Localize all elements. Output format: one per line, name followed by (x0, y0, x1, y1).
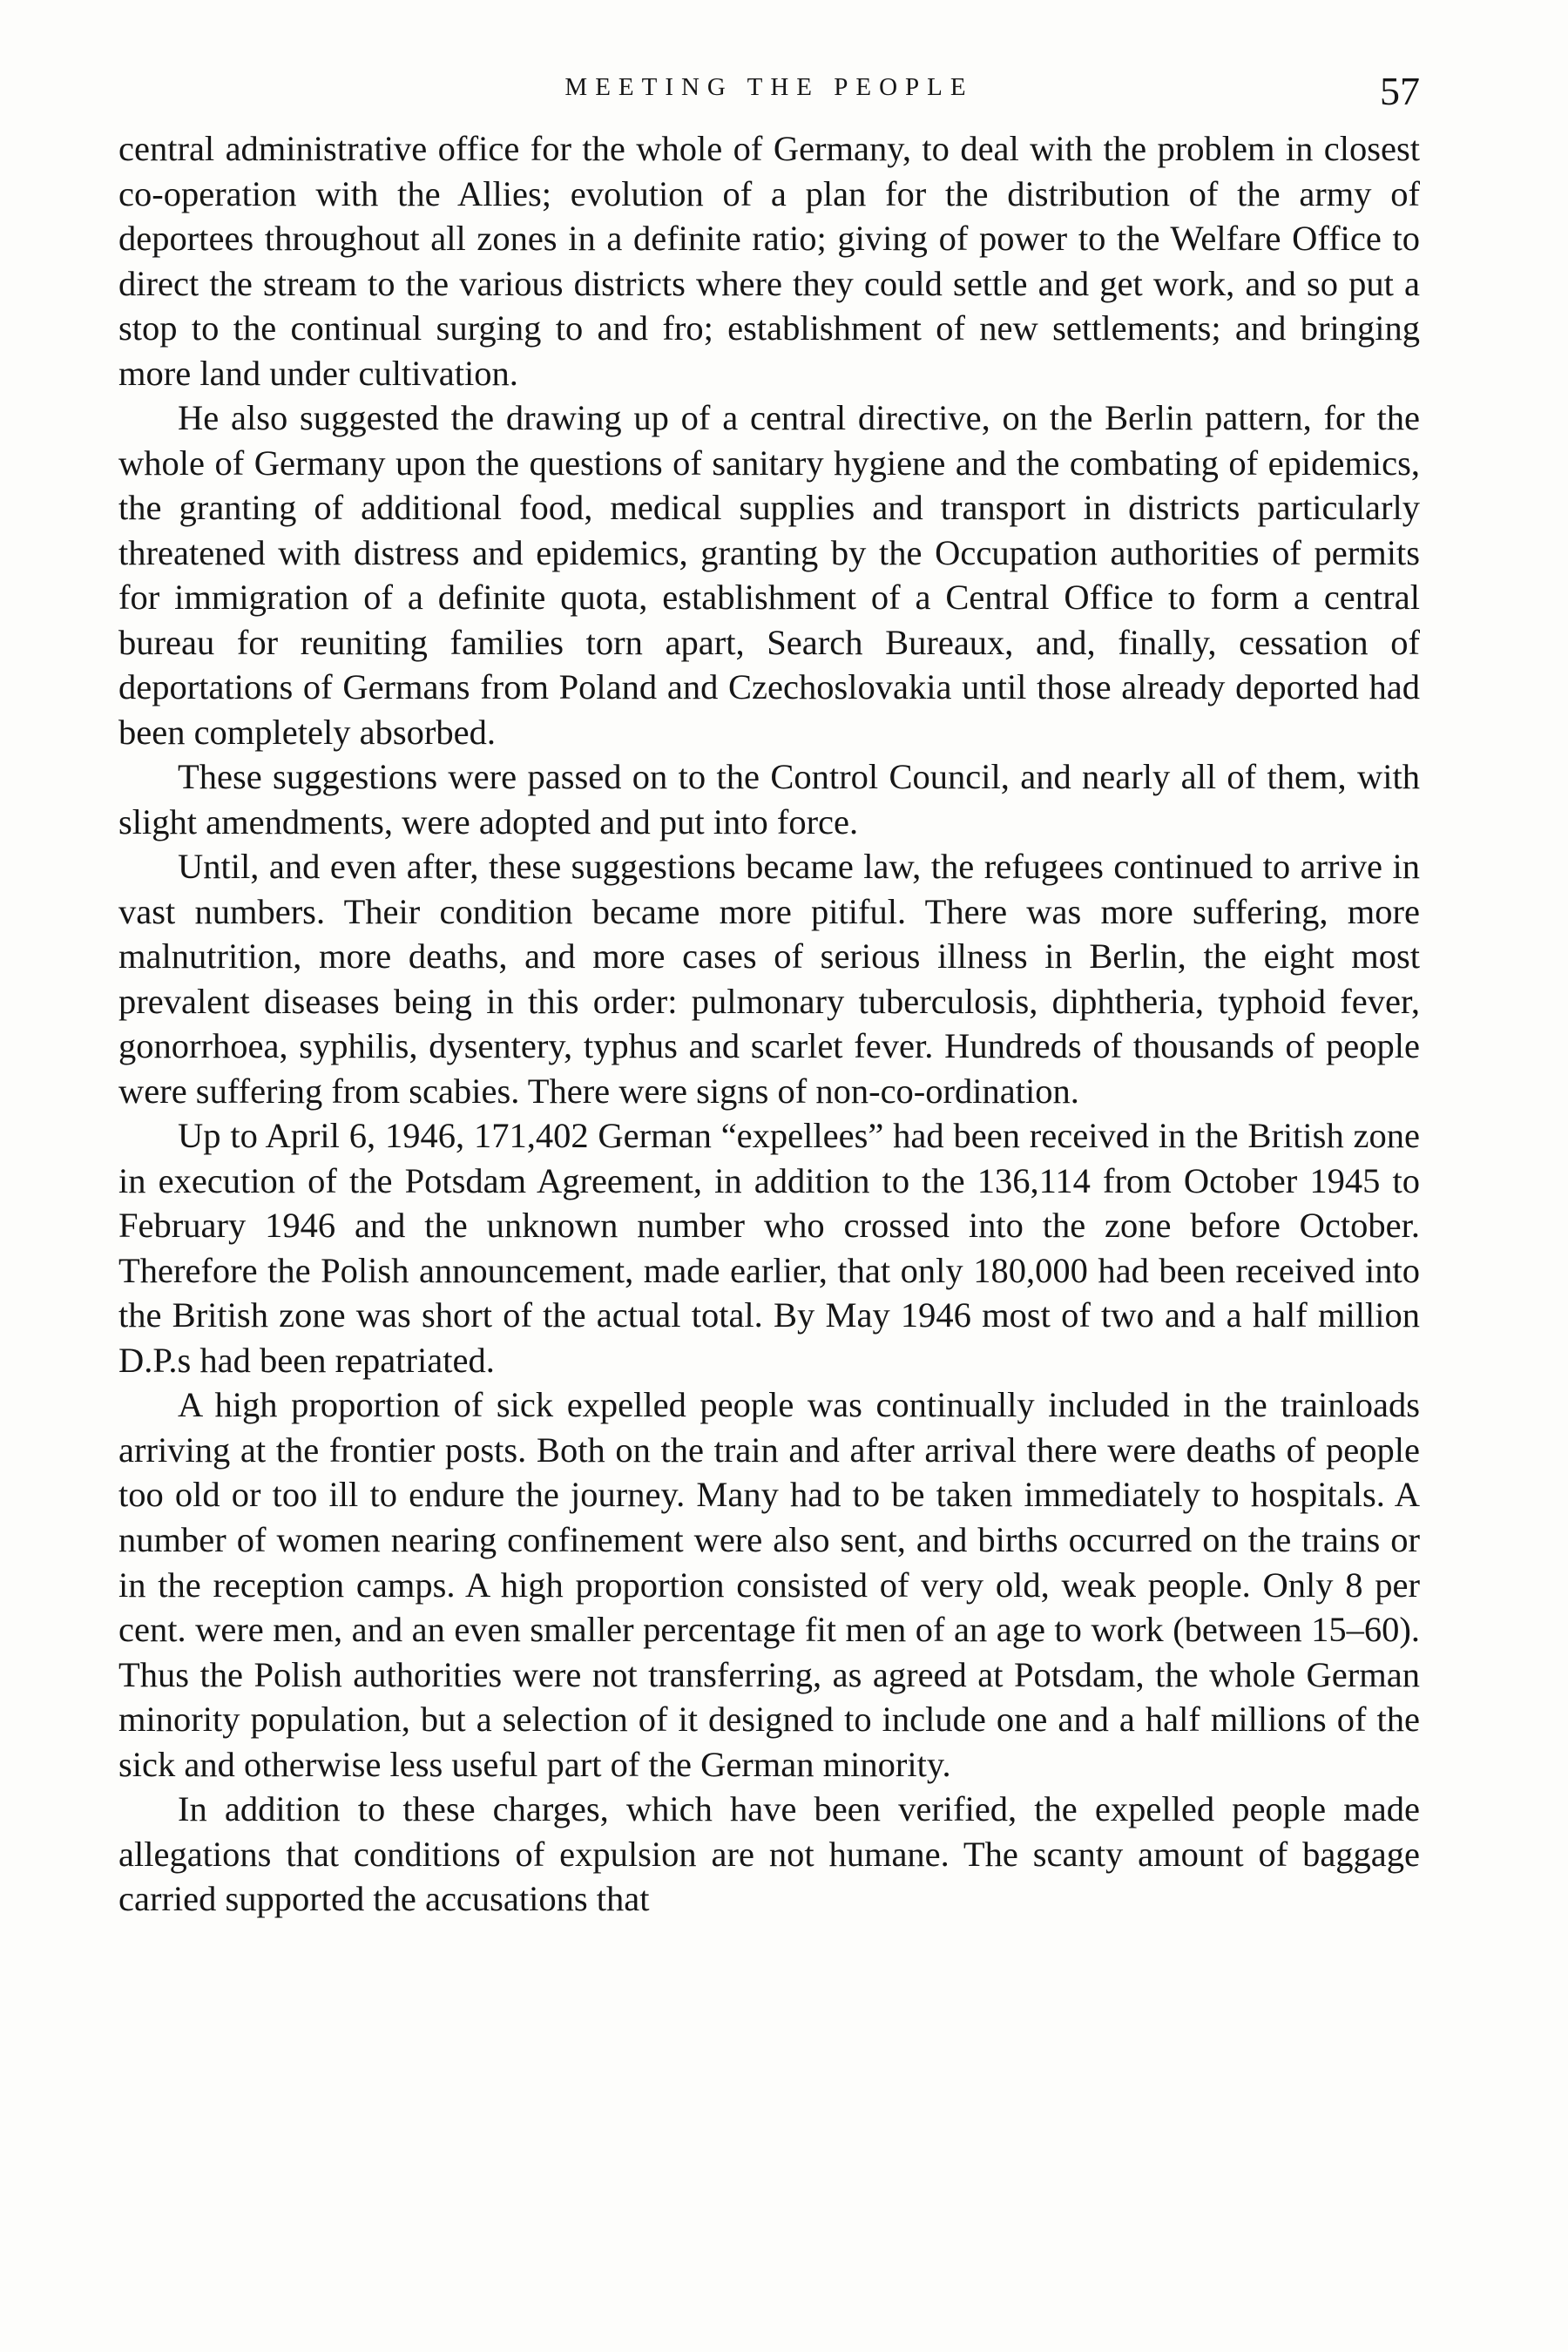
paragraph-expellees-british-zone: Up to April 6, 1946, 171,402 German “expellees” had been received in the British zone in execution of the Potsdam Agreement, in addition to the 136,114 from October 1945 to February 1946 and the unknown number who crossed into the zone before October. Therefore the Polish announcement, made earlier, that only 180,000 had been received into the British zone was short of the actual total. By May 1946 most of two and a half million D.P.s had been repatriated. (118, 1116, 1420, 1380)
paragraph-refugees-condition: Until, and even after, these suggestions became law, the refugees continued to arrive in vast numbers. Their condition became more pitiful. There was more suffering, more malnutrition, more deaths, and more cases of serious illness in Berlin, the eight most prevalent diseases being in this order: pulmonary tuberculosis, diphtheria, typhoid fever, gonorrhoea, syphilis, dysentery, typhus and scarlet fever. Hundreds of thousands of people were suffering from scabies. There were signs of non-co-ordination. (118, 847, 1420, 1111)
page-number: 57 (1380, 69, 1420, 113)
running-title: MEETING THE PEOPLE (564, 73, 974, 101)
running-head (118, 68, 1420, 120)
paragraph-sick-expelled-people: A high proportion of sick expelled people was continually included in the trainloads arriving at the frontier posts. Both on the train and after arrival there were deaths of people too old or too ill to endure the journey. Many had to be taken immediately to hospitals. A number of women nearing confinement were also sent, and births occurred on the trains or in the reception camps. A high proportion consisted of very old, weak people. Only 8 per cent. were men, and an even smaller percentage fit men of an age to work (between 15–60). Thus the Polish authorities were not transferring, as agreed at Potsdam, the whole German minority population, but a selection of it designed to include one and a half millions of the sick and otherwise less useful part of the German minority. (118, 1385, 1420, 1784)
paragraph-continued: central administrative office for the whole of Germany, to deal with the problem in closest co-operation with the Allies; evolution of a plan for the distribution of the army of deportees throughout all zones in a definite ratio; giving of power to the Welfare Office to direct the stream to the various districts where they could settle and get work, and so put a stop to the continual surging to and fro; establishment of new settlements; and bringing more land under cultivation. (118, 129, 1420, 393)
paragraph-control-council: These suggestions were passed on to the Control Council, and nearly all of them, with slight amendments, were adopted and put into force. (118, 757, 1420, 841)
paragraph-allegations: In addition to these charges, which have been verified, the expelled people made allegations that conditions of expulsion are not humane. The scanty amount of baggage carried supported the accusations that (118, 1789, 1420, 1919)
body-text (118, 126, 1420, 1922)
paragraph-suggestions-directive: He also suggested the drawing up of a central directive, on the Berlin pattern, for the whole of Germany upon the questions of sanitary hygiene and the combating of epidemics, the granting of additional food, medical supplies and transport in districts particularly threatened with distress and epidemics, granting by the Occupation authorities of permits for immigration of a definite quota, establishment of a Central Office to form a central bureau for reuniting families torn apart, Search Bureaux, and, finally, cessation of deportations of Germans from Poland and Czechoslovakia until those already deported had been completely absorbed. (118, 398, 1420, 752)
